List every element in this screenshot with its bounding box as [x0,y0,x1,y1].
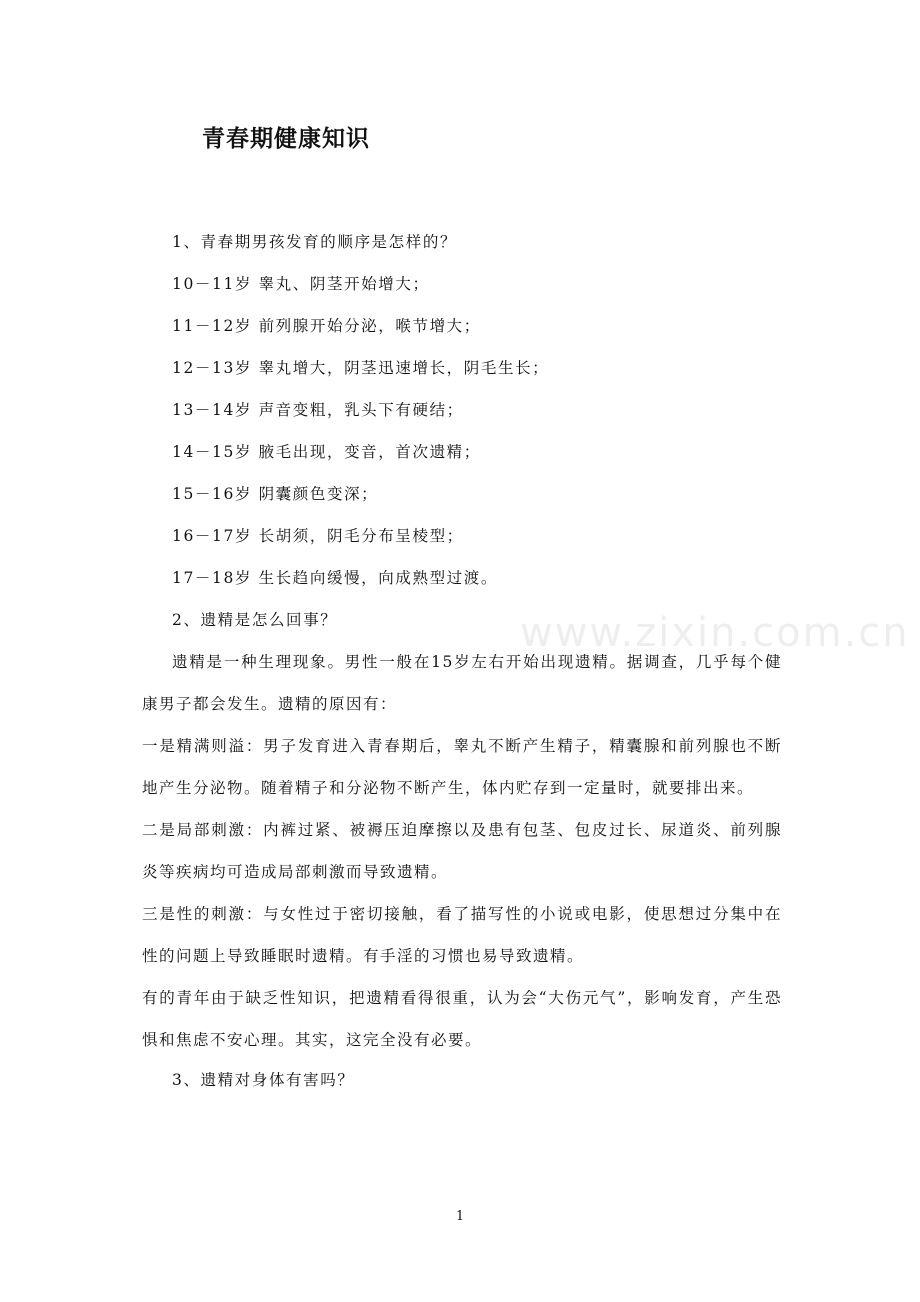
stage-line: 15－16岁 阴囊颜色变深； [172,485,379,503]
stage-line: 16－17岁 长胡须，阴毛分布呈棱型； [172,527,464,545]
document-body [142,233,782,1113]
stage-line: 17－18岁 生长趋向缓慢，向成熟型过渡。 [172,569,498,587]
question-2: 2、遗精是怎么回事？ [172,611,338,629]
page-number: 1 [455,1209,465,1224]
stage-line: 11－12岁 前列腺开始分泌，喉节增大； [172,317,481,335]
paragraph-cause-2: 二是局部刺激：内裤过紧、被褥压迫摩擦以及患有包茎、包皮过长、尿道炎、前列腺炎等疾病均可造成局部刺激而导致遗精。 [142,821,782,881]
paragraph-conclusion: 有的青年由于缺乏性知识，把遗精看得很重，认为会“大伤元气”，影响发育，产生恐惧和焦虑不安心理。其实，这完全没有必要。 [142,989,782,1049]
watermark: www.zixin.com.cn [520,610,910,656]
paragraph-intro: 遗精是一种生理现象。男性一般在15岁左右开始出现遗精。据调查，几乎每个健康男子都会发生。遗精的原因有： [142,653,782,713]
paragraph-cause-1: 一是精满则溢：男子发育进入青春期后，睾丸不断产生精子，精囊腺和前列腺也不断地产生分泌物。随着精子和分泌物不断产生，体内贮存到一定量时，就要排出来。 [142,737,782,797]
paragraph-cause-3: 三是性的刺激：与女性过于密切接触，看了描写性的小说或电影，使思想过分集中在性的问题上导致睡眠时遗精。有手淫的习惯也易导致遗精。 [142,905,782,965]
stage-line: 12－13岁 睾丸增大，阴茎迅速增长，阴毛生长； [172,359,550,377]
question-1: 1、青春期男孩发育的顺序是怎样的？ [172,233,458,251]
stage-line: 10－11岁 睾丸、阴茎开始增大； [172,275,430,293]
stage-line: 14－15岁 腋毛出现，变音，首次遗精； [172,443,481,461]
page-title: 青春期健康知识 [202,126,370,152]
question-3: 3、遗精对身体有害吗？ [172,1071,355,1089]
stage-line: 13－14岁 声音变粗，乳头下有硬结； [172,401,464,419]
